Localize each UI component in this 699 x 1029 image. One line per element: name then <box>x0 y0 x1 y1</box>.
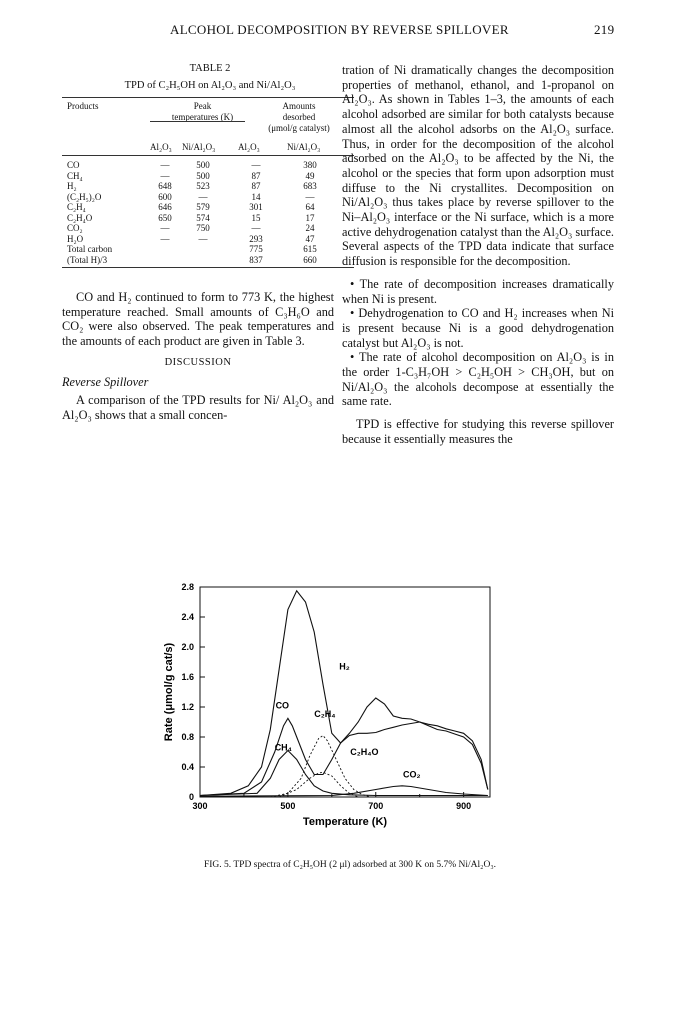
table-cell: 646 <box>158 202 172 212</box>
left-paragraph-2: A comparison of the TPD results for Ni/ Al₂O₃ and Al₂O₃ shows that a small concen- <box>62 393 334 422</box>
tpd-chart <box>150 575 510 840</box>
y-tick-label: 2.8 <box>181 582 194 592</box>
table-row-label: CO₂ <box>67 223 83 233</box>
table-header-rule <box>62 155 354 156</box>
right-column <box>342 63 614 447</box>
table-cell: 64 <box>305 202 315 212</box>
table-cell: 775 <box>249 244 263 254</box>
table-cell: 500 <box>196 160 210 170</box>
subsection-heading: Reverse Spillover <box>62 374 149 389</box>
series-line-co <box>200 718 488 795</box>
table-cell: 293 <box>249 233 263 244</box>
table-row-label: (Total H)/3 <box>67 254 108 265</box>
table-sub-header-3: Al₂O₃ <box>238 142 260 152</box>
table-cell: 87 <box>251 181 261 191</box>
table-cell: 648 <box>158 181 172 191</box>
table-row-label: Total carbon <box>67 244 113 254</box>
running-title: ALCOHOL DECOMPOSITION BY REVERSE SPILLOVER <box>170 22 509 37</box>
table-cell: — <box>198 233 208 244</box>
series-annotation: CO <box>275 700 290 711</box>
table-cell: 574 <box>196 212 210 223</box>
x-tick-label: 500 <box>280 801 296 811</box>
x-tick-label: 900 <box>456 801 472 811</box>
y-tick-label: 0.8 <box>181 732 194 742</box>
table-caption: TPD of C₂H₅OH on Al₂O₃ and Ni/Al₂O₃ <box>124 80 296 91</box>
table-cell: — <box>160 233 170 244</box>
y-tick-label: 0 <box>188 792 194 802</box>
table-cell: 660 <box>303 254 317 265</box>
table-row-label: (C₂H₅)₂O <box>67 191 102 202</box>
series-line-co <box>200 786 488 797</box>
table-cell: 17 <box>305 212 315 223</box>
table-cell: 683 <box>303 181 317 191</box>
left-paragraph-1: CO and H₂ continued to form to 773 K, the highest temperature reached. Small amounts of C₃H₆O and CO₂ were also observed. The peak temperatures and the amounts of each product are given in Table 3. <box>62 290 334 349</box>
table-cell: — <box>251 223 261 233</box>
right-paragraph-1: tration of Ni dramatically changes the decomposition properties of methanol, ethanol, and 1-propanol on Al₂O₃. As shown in Tables 1–3, the amounts of each alcohol adsorbed are similar for both catalysts because almost all the alcohol adsorbs on the Al₂O₃ surface. Thus, in order for the decomposition of the alcohol adsorbed on the Al₂O₃ to be affected by the Ni, the alcohol or the species that form upon adsorption must diffuse to the Ni crystallites. Decomposition on Ni/Al₂O₃ thus takes place by reverse spillover to the Ni–Al₂O₃ interface or the Ni surface, which is a more active dehydrogenation catalyst than the Al₂O₃ surface. Several aspects of the TPD data indicate that surface diffusion is responsible for the decomposition. <box>342 63 614 269</box>
series-line-h <box>200 591 488 796</box>
table-bottom-rule <box>62 267 354 268</box>
table-cell: 24 <box>305 223 315 233</box>
table-cell: — <box>305 191 315 202</box>
table-cell: 49 <box>305 170 315 181</box>
table-header-amounts-2: desorbed <box>282 112 316 122</box>
table-cell: — <box>251 160 261 170</box>
y-tick-label: 1.6 <box>181 672 194 682</box>
x-axis-label: Temperature (K) <box>302 816 388 828</box>
table-row-label: H₂ <box>67 181 77 191</box>
y-tick-label: 2.4 <box>181 612 194 622</box>
series-annotation: C₂H₄ <box>314 708 336 719</box>
table-sub-header-4: Ni/Al₂O₃ <box>287 142 321 152</box>
table-header-amounts-1: Amounts <box>282 101 316 111</box>
x-tick-label: 300 <box>192 801 208 811</box>
table-row-label: CH₄ <box>67 170 83 181</box>
table-cell: 615 <box>303 244 317 254</box>
table-sub-header-2: Ni/Al₂O₃ <box>182 142 216 152</box>
series-annotation: CH₄ <box>274 742 292 753</box>
table-top-rule <box>62 97 354 98</box>
table-header-units: (μmol/g catalyst) <box>268 123 330 133</box>
series-annotation: CO₂ <box>403 769 421 780</box>
series-line-ch <box>200 751 488 796</box>
table-cell: 523 <box>196 181 210 191</box>
figure-caption: FIG. 5. TPD spectra of C₂H₅OH (2 μl) adsorbed at 300 K on 5.7% Ni/Al₂O₃. <box>203 860 497 870</box>
table-cell: 380 <box>303 160 317 170</box>
table-row-label: CO <box>67 160 80 170</box>
y-tick-label: 2.0 <box>181 642 194 652</box>
table-cell: 579 <box>196 202 210 212</box>
table-cell: — <box>198 191 208 202</box>
series-annotation: H₂ <box>339 661 350 672</box>
table-header-peak-1: Peak <box>193 101 212 111</box>
table-row-label: C₂H₄O <box>67 212 93 223</box>
table-cell: — <box>160 223 170 233</box>
table-cell: 14 <box>251 191 261 202</box>
bullet-1: • The rate of decomposition increases dramatically when Ni is present. <box>342 276 614 306</box>
right-paragraph-2: TPD is effective for studying this reverse spillover because it essentially measures the <box>342 417 614 446</box>
table-cell: 47 <box>305 233 315 244</box>
y-axis-label: Rate (μmol/g cat/s) <box>163 642 175 742</box>
table-peak-subrule <box>150 121 245 122</box>
table-cell: 301 <box>249 202 263 212</box>
plot-frame <box>200 587 490 797</box>
table-cell: 600 <box>158 191 172 202</box>
page-number: 219 <box>594 22 615 37</box>
x-tick-label: 700 <box>368 801 384 811</box>
y-tick-label: 0.4 <box>181 762 194 772</box>
series-line-cho <box>279 772 358 797</box>
table-cell: 87 <box>251 170 261 181</box>
table-row-label: C₂H₄ <box>67 202 86 212</box>
table-cell: — <box>160 170 170 181</box>
table-cell: — <box>160 160 170 170</box>
table-header-products: Products <box>67 101 99 111</box>
section-heading: DISCUSSION <box>164 356 232 368</box>
table-cell: 750 <box>196 223 210 233</box>
series-annotation: C₂H₄O <box>350 747 379 757</box>
table-cell: 650 <box>158 212 172 223</box>
table-cell: 500 <box>196 170 210 181</box>
bullet-3: • The rate of alcohol decomposition on Al₂O₃ is in the order 1-C₃H₇OH > C₂H₅OH > CH₃OH, but on Ni/Al₂O₃ the alcohols decompose at essentially the same rate. <box>342 350 614 409</box>
table-cell: 15 <box>251 212 261 223</box>
bullet-2: • Dehydrogenation to CO and H₂ increases when Ni is present because Ni is a good dehydrogenation catalyst but Al₂O₃ is not. <box>342 306 614 350</box>
table-header-peak-2: temperatures (K) <box>171 112 234 122</box>
table-sub-header-1: Al₂O₃ <box>150 142 172 152</box>
left-column <box>62 290 334 423</box>
table-row-label: H₂O <box>67 233 84 244</box>
table-cell: 837 <box>249 254 263 265</box>
table-label: TABLE 2 <box>189 63 231 74</box>
y-tick-label: 1.2 <box>181 702 194 712</box>
